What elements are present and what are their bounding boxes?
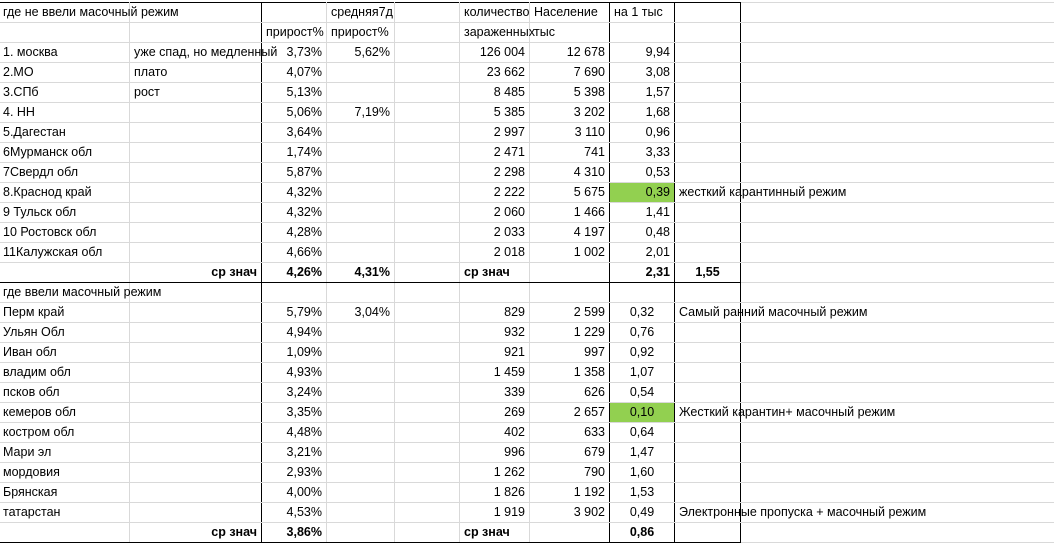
infected-cell[interactable]: 2 298	[460, 163, 530, 183]
section-title-mask[interactable]: где ввели масочный режим	[0, 283, 130, 303]
growth-cell[interactable]: 4,00%	[262, 483, 327, 503]
blank-cell[interactable]	[741, 63, 1054, 83]
population-cell[interactable]: 1 229	[530, 323, 610, 343]
avg7-cell[interactable]	[327, 83, 395, 103]
header-cell-blank[interactable]	[741, 23, 1054, 43]
blank-cell[interactable]	[395, 63, 460, 83]
population-cell[interactable]: 5 675	[530, 183, 610, 203]
growth-cell[interactable]: 4,53%	[262, 503, 327, 523]
blank-cell[interactable]	[610, 283, 675, 303]
header-infected[interactable]: количество	[460, 3, 530, 23]
blank-cell[interactable]	[395, 363, 460, 383]
growth-cell[interactable]: 3,21%	[262, 443, 327, 463]
avg7-cell[interactable]	[327, 163, 395, 183]
growth-cell[interactable]: 4,48%	[262, 423, 327, 443]
per-thousand-cell[interactable]: 0,32	[610, 303, 675, 323]
per-thousand-cell[interactable]: 1,41	[610, 203, 675, 223]
region-cell[interactable]: кемеров обл	[0, 403, 130, 423]
blank-cell[interactable]	[327, 283, 395, 303]
growth-cell[interactable]: 2,93%	[262, 463, 327, 483]
blank-cell[interactable]	[395, 343, 460, 363]
summary-row	[0, 523, 1054, 543]
table-row	[0, 163, 1054, 183]
blank-cell[interactable]	[395, 263, 460, 283]
blank-cell[interactable]	[130, 403, 262, 423]
table-row	[0, 223, 1054, 243]
blank-cell[interactable]	[130, 483, 262, 503]
growth-cell[interactable]: 4,07%	[262, 63, 327, 83]
summary-infected-label[interactable]: ср знач	[460, 523, 530, 543]
blank-cell[interactable]	[395, 483, 460, 503]
region-cell[interactable]: 10 Ростовск обл	[0, 223, 130, 243]
infected-cell[interactable]: 339	[460, 383, 530, 403]
table-row	[0, 183, 1054, 203]
summary-growth[interactable]: 3,86%	[262, 523, 327, 543]
infected-cell[interactable]: 126 004	[460, 43, 530, 63]
blank-cell[interactable]	[130, 343, 262, 363]
blank-cell[interactable]	[395, 163, 460, 183]
per-thousand-cell[interactable]: 0,39	[610, 183, 675, 203]
infected-cell[interactable]: 2 033	[460, 223, 530, 243]
population-cell[interactable]: 679	[530, 443, 610, 463]
table-row	[0, 323, 1054, 343]
summary-infected-label[interactable]: ср знач	[460, 263, 530, 283]
blank-cell[interactable]	[741, 83, 1054, 103]
region-cell[interactable]: Брянская	[0, 483, 130, 503]
header-growth[interactable]: прирост%	[262, 23, 327, 43]
table-row	[0, 43, 1054, 63]
infected-cell[interactable]: 23 662	[460, 63, 530, 83]
blank-cell[interactable]	[530, 283, 610, 303]
comment-cell[interactable]	[675, 163, 741, 183]
comment-cell[interactable]	[675, 103, 741, 123]
region-cell[interactable]: владим обл	[0, 363, 130, 383]
growth-cell[interactable]: 5,06%	[262, 103, 327, 123]
blank-cell[interactable]	[327, 523, 395, 543]
table-row	[0, 423, 1054, 443]
blank-cell[interactable]	[130, 303, 262, 323]
infected-cell[interactable]: 8 485	[460, 83, 530, 103]
blank-cell[interactable]	[262, 283, 327, 303]
region-cell[interactable]: Иван обл	[0, 343, 130, 363]
comment-cell[interactable]	[675, 443, 741, 463]
per-thousand-cell[interactable]: 0,49	[610, 503, 675, 523]
population-cell[interactable]: 2 657	[530, 403, 610, 423]
header-cell-blank[interactable]	[395, 3, 460, 23]
blank-cell[interactable]	[395, 423, 460, 443]
header-cell-blank[interactable]	[395, 23, 460, 43]
table-row	[0, 83, 1054, 103]
per-thousand-cell[interactable]: 2,01	[610, 243, 675, 263]
blank-cell[interactable]	[395, 203, 460, 223]
growth-cell[interactable]: 3,35%	[262, 403, 327, 423]
header-row-2	[0, 23, 1054, 43]
population-cell[interactable]: 633	[530, 423, 610, 443]
blank-cell[interactable]	[395, 123, 460, 143]
blank-cell[interactable]	[741, 523, 1054, 543]
blank-cell[interactable]	[0, 263, 130, 283]
per-thousand-cell[interactable]: 0,92	[610, 343, 675, 363]
population-cell[interactable]: 1 358	[530, 363, 610, 383]
avg7-cell[interactable]	[327, 463, 395, 483]
comment-cell[interactable]	[675, 83, 741, 103]
growth-cell[interactable]: 3,73%	[262, 43, 327, 63]
header-cell-blank[interactable]	[610, 23, 675, 43]
growth-cell[interactable]: 5,13%	[262, 83, 327, 103]
comment-cell[interactable]	[675, 363, 741, 383]
infected-cell[interactable]: 402	[460, 423, 530, 443]
section-title-no-mask[interactable]: где не ввели масочный режим	[0, 3, 130, 23]
population-cell[interactable]: 4 310	[530, 163, 610, 183]
spreadsheet-table	[0, 2, 1054, 543]
avg7-cell[interactable]	[327, 203, 395, 223]
table-row	[0, 383, 1054, 403]
population-cell[interactable]: 790	[530, 463, 610, 483]
avg7-cell[interactable]	[327, 183, 395, 203]
note-cell[interactable]: плато	[130, 63, 262, 83]
avg7-cell[interactable]: 3,04%	[327, 303, 395, 323]
blank-cell[interactable]	[130, 463, 262, 483]
infected-cell[interactable]: 1 826	[460, 483, 530, 503]
comment-cell[interactable]	[675, 423, 741, 443]
population-cell[interactable]: 4 197	[530, 223, 610, 243]
per-thousand-cell[interactable]: 0,10	[610, 403, 675, 423]
comment-cell[interactable]: Самый ранний масочный режим	[675, 303, 741, 323]
region-cell[interactable]: Перм край	[0, 303, 130, 323]
blank-cell[interactable]	[530, 523, 610, 543]
header-population[interactable]: Население	[530, 3, 610, 23]
blank-cell[interactable]	[741, 383, 1054, 403]
infected-cell[interactable]: 2 997	[460, 123, 530, 143]
table-row	[0, 463, 1054, 483]
blank-cell[interactable]	[395, 223, 460, 243]
growth-cell[interactable]: 5,87%	[262, 163, 327, 183]
blank-cell[interactable]	[395, 83, 460, 103]
per-thousand-cell[interactable]: 1,47	[610, 443, 675, 463]
blank-cell[interactable]	[741, 423, 1054, 443]
comment-cell[interactable]	[675, 223, 741, 243]
blank-cell[interactable]	[741, 243, 1054, 263]
region-cell[interactable]: татарстан	[0, 503, 130, 523]
population-cell[interactable]: 1 002	[530, 243, 610, 263]
comment-cell[interactable]: Электронные пропуска + масочный режим	[675, 503, 741, 523]
per-thousand-cell[interactable]: 1,57	[610, 83, 675, 103]
blank-cell[interactable]	[395, 503, 460, 523]
note-cell[interactable]	[130, 163, 262, 183]
per-thousand-cell[interactable]: 0,54	[610, 383, 675, 403]
blank-cell[interactable]	[741, 363, 1054, 383]
note-cell[interactable]	[130, 223, 262, 243]
avg7-cell[interactable]	[327, 123, 395, 143]
comment-cell[interactable]	[675, 463, 741, 483]
per-thousand-cell[interactable]: 0,96	[610, 123, 675, 143]
blank-cell[interactable]	[675, 283, 741, 303]
population-cell[interactable]: 1 466	[530, 203, 610, 223]
infected-cell[interactable]: 996	[460, 443, 530, 463]
region-cell[interactable]: 6Мурманск обл	[0, 143, 130, 163]
population-cell[interactable]: 3 110	[530, 123, 610, 143]
region-cell[interactable]: 7Свердл обл	[0, 163, 130, 183]
avg7-cell[interactable]	[327, 423, 395, 443]
blank-cell[interactable]	[395, 243, 460, 263]
blank-cell[interactable]	[395, 463, 460, 483]
header-infected-sub[interactable]: зараженных	[460, 23, 530, 43]
blank-cell[interactable]	[395, 143, 460, 163]
blank-cell[interactable]	[741, 483, 1054, 503]
comment-cell[interactable]	[675, 123, 741, 143]
note-cell[interactable]	[130, 103, 262, 123]
region-cell[interactable]: костром обл	[0, 423, 130, 443]
comment-cell[interactable]	[675, 483, 741, 503]
growth-cell[interactable]: 1,74%	[262, 143, 327, 163]
blank-cell[interactable]	[395, 323, 460, 343]
blank-cell[interactable]	[741, 223, 1054, 243]
table-row	[0, 143, 1054, 163]
blank-cell[interactable]	[675, 523, 741, 543]
avg7-cell[interactable]	[327, 343, 395, 363]
infected-cell[interactable]: 2 060	[460, 203, 530, 223]
region-cell[interactable]: Мари эл	[0, 443, 130, 463]
per-thousand-cell[interactable]: 0,53	[610, 163, 675, 183]
blank-cell[interactable]	[741, 283, 1054, 303]
avg7-cell[interactable]	[327, 503, 395, 523]
growth-cell[interactable]: 3,24%	[262, 383, 327, 403]
header-cell-blank[interactable]	[741, 3, 1054, 23]
region-cell[interactable]: псков обл	[0, 383, 130, 403]
header-cell-blank[interactable]	[675, 23, 741, 43]
region-cell[interactable]: мордовия	[0, 463, 130, 483]
blank-cell[interactable]	[741, 263, 1054, 283]
per-thousand-cell[interactable]: 0,48	[610, 223, 675, 243]
region-cell[interactable]: 9 Тульск обл	[0, 203, 130, 223]
summary-extra[interactable]: 1,55	[675, 263, 741, 283]
infected-cell[interactable]: 269	[460, 403, 530, 423]
blank-cell[interactable]	[741, 203, 1054, 223]
table-row	[0, 203, 1054, 223]
blank-cell[interactable]	[130, 423, 262, 443]
note-cell[interactable]	[130, 203, 262, 223]
blank-cell[interactable]	[395, 43, 460, 63]
per-thousand-cell[interactable]: 0,64	[610, 423, 675, 443]
avg7-cell[interactable]	[327, 63, 395, 83]
note-cell[interactable]	[130, 123, 262, 143]
header-avg7-sub[interactable]: прирост%	[327, 23, 395, 43]
region-cell[interactable]: 5.Дагестан	[0, 123, 130, 143]
infected-cell[interactable]: 932	[460, 323, 530, 343]
table-row	[0, 343, 1054, 363]
growth-cell[interactable]: 4,28%	[262, 223, 327, 243]
region-cell[interactable]: 8.Краснод край	[0, 183, 130, 203]
comment-cell[interactable]	[675, 143, 741, 163]
blank-cell[interactable]	[460, 283, 530, 303]
growth-cell[interactable]: 4,93%	[262, 363, 327, 383]
table-row	[0, 403, 1054, 423]
growth-cell[interactable]: 4,32%	[262, 203, 327, 223]
per-thousand-cell[interactable]: 0,76	[610, 323, 675, 343]
blank-cell[interactable]	[741, 443, 1054, 463]
infected-cell[interactable]: 829	[460, 303, 530, 323]
blank-cell[interactable]	[741, 103, 1054, 123]
population-cell[interactable]: 626	[530, 383, 610, 403]
blank-cell[interactable]	[130, 323, 262, 343]
avg7-cell[interactable]	[327, 443, 395, 463]
avg7-cell[interactable]	[327, 483, 395, 503]
infected-cell[interactable]: 1 262	[460, 463, 530, 483]
blank-cell[interactable]	[741, 463, 1054, 483]
note-cell[interactable]: рост	[130, 83, 262, 103]
growth-cell[interactable]: 4,66%	[262, 243, 327, 263]
infected-cell[interactable]: 1 459	[460, 363, 530, 383]
blank-cell[interactable]	[395, 303, 460, 323]
population-cell[interactable]: 1 192	[530, 483, 610, 503]
summary-per-thousand[interactable]: 2,31	[610, 263, 675, 283]
infected-cell[interactable]: 2 471	[460, 143, 530, 163]
population-cell[interactable]: 2 599	[530, 303, 610, 323]
region-cell[interactable]: 1. москва	[0, 43, 130, 63]
table-row	[0, 363, 1054, 383]
region-cell[interactable]: 11Калужская обл	[0, 243, 130, 263]
table-row	[0, 503, 1054, 523]
per-thousand-cell[interactable]: 1,60	[610, 463, 675, 483]
blank-cell[interactable]	[741, 123, 1054, 143]
region-cell[interactable]: 4. НН	[0, 103, 130, 123]
avg7-cell[interactable]: 7,19%	[327, 103, 395, 123]
infected-cell[interactable]: 5 385	[460, 103, 530, 123]
summary-row	[0, 263, 1054, 283]
region-cell[interactable]: Ульян Обл	[0, 323, 130, 343]
blank-cell[interactable]	[741, 163, 1054, 183]
note-cell[interactable]	[130, 143, 262, 163]
per-thousand-cell[interactable]: 1,68	[610, 103, 675, 123]
comment-cell[interactable]	[675, 203, 741, 223]
header-row-1	[0, 3, 1054, 23]
per-thousand-cell[interactable]: 9,94	[610, 43, 675, 63]
avg7-cell[interactable]	[327, 363, 395, 383]
avg7-cell[interactable]	[327, 243, 395, 263]
comment-cell[interactable]	[675, 383, 741, 403]
header-cell-blank[interactable]	[130, 23, 262, 43]
header-cell-blank[interactable]	[262, 3, 327, 23]
summary-growth[interactable]: 4,26%	[262, 263, 327, 283]
comment-cell[interactable]	[675, 43, 741, 63]
population-cell[interactable]: 3 202	[530, 103, 610, 123]
table-row	[0, 103, 1054, 123]
growth-cell[interactable]: 4,32%	[262, 183, 327, 203]
infected-cell[interactable]: 2 222	[460, 183, 530, 203]
population-cell[interactable]: 5 398	[530, 83, 610, 103]
table-row	[0, 123, 1054, 143]
header-cell-blank[interactable]	[0, 23, 130, 43]
blank-cell[interactable]	[395, 403, 460, 423]
comment-cell[interactable]: Жесткий карантин+ масочный режим	[675, 403, 741, 423]
header-per-thousand[interactable]: на 1 тыс	[610, 3, 675, 23]
per-thousand-cell[interactable]: 3,33	[610, 143, 675, 163]
avg7-cell[interactable]	[327, 143, 395, 163]
infected-cell[interactable]: 921	[460, 343, 530, 363]
blank-cell[interactable]	[130, 363, 262, 383]
blank-cell[interactable]	[741, 143, 1054, 163]
population-cell[interactable]: 741	[530, 143, 610, 163]
population-cell[interactable]: 7 690	[530, 63, 610, 83]
blank-cell[interactable]	[530, 263, 610, 283]
per-thousand-cell[interactable]: 3,08	[610, 63, 675, 83]
table-row	[0, 63, 1054, 83]
region-cell[interactable]: 3.СПб	[0, 83, 130, 103]
summary-avg7[interactable]: 4,31%	[327, 263, 395, 283]
population-cell[interactable]: 12 678	[530, 43, 610, 63]
table-row	[0, 443, 1054, 463]
avg7-cell[interactable]	[327, 323, 395, 343]
per-thousand-cell[interactable]: 1,07	[610, 363, 675, 383]
header-cell-blank[interactable]	[675, 3, 741, 23]
comment-cell[interactable]: жесткий карантинный режим	[675, 183, 741, 203]
avg7-cell[interactable]	[327, 403, 395, 423]
note-cell[interactable]	[130, 183, 262, 203]
summary-label[interactable]: ср знач	[130, 263, 262, 283]
table-row	[0, 483, 1054, 503]
blank-cell[interactable]	[395, 383, 460, 403]
population-cell[interactable]: 997	[530, 343, 610, 363]
blank-cell[interactable]	[741, 43, 1054, 63]
header-population-sub[interactable]: тыс	[530, 23, 610, 43]
blank-cell[interactable]	[130, 503, 262, 523]
note-cell[interactable]: уже спад, но медленный	[130, 43, 262, 63]
growth-cell[interactable]: 3,64%	[262, 123, 327, 143]
summary-per-thousand[interactable]: 0,86	[610, 523, 675, 543]
blank-cell[interactable]	[0, 523, 130, 543]
section-title-row	[0, 283, 1054, 303]
blank-cell[interactable]	[395, 283, 460, 303]
table-row	[0, 303, 1054, 323]
infected-cell[interactable]: 1 919	[460, 503, 530, 523]
blank-cell[interactable]	[395, 103, 460, 123]
avg7-cell[interactable]: 5,62%	[327, 43, 395, 63]
blank-cell[interactable]	[741, 323, 1054, 343]
blank-cell[interactable]	[395, 523, 460, 543]
blank-cell[interactable]	[130, 383, 262, 403]
blank-cell[interactable]	[395, 443, 460, 463]
population-cell[interactable]: 3 902	[530, 503, 610, 523]
table-row	[0, 243, 1054, 263]
blank-cell[interactable]	[741, 343, 1054, 363]
avg7-cell[interactable]	[327, 223, 395, 243]
avg7-cell[interactable]	[327, 383, 395, 403]
growth-cell[interactable]: 4,94%	[262, 323, 327, 343]
comment-cell[interactable]	[675, 343, 741, 363]
growth-cell[interactable]: 1,09%	[262, 343, 327, 363]
header-avg7[interactable]: средняя7д	[327, 3, 395, 23]
infected-cell[interactable]: 2 018	[460, 243, 530, 263]
growth-cell[interactable]: 5,79%	[262, 303, 327, 323]
note-cell[interactable]	[130, 243, 262, 263]
blank-cell[interactable]	[395, 183, 460, 203]
blank-cell[interactable]	[130, 443, 262, 463]
comment-cell[interactable]	[675, 243, 741, 263]
per-thousand-cell[interactable]: 1,53	[610, 483, 675, 503]
comment-cell[interactable]	[675, 323, 741, 343]
summary-label[interactable]: ср знач	[130, 523, 262, 543]
comment-cell[interactable]	[675, 63, 741, 83]
region-cell[interactable]: 2.МО	[0, 63, 130, 83]
